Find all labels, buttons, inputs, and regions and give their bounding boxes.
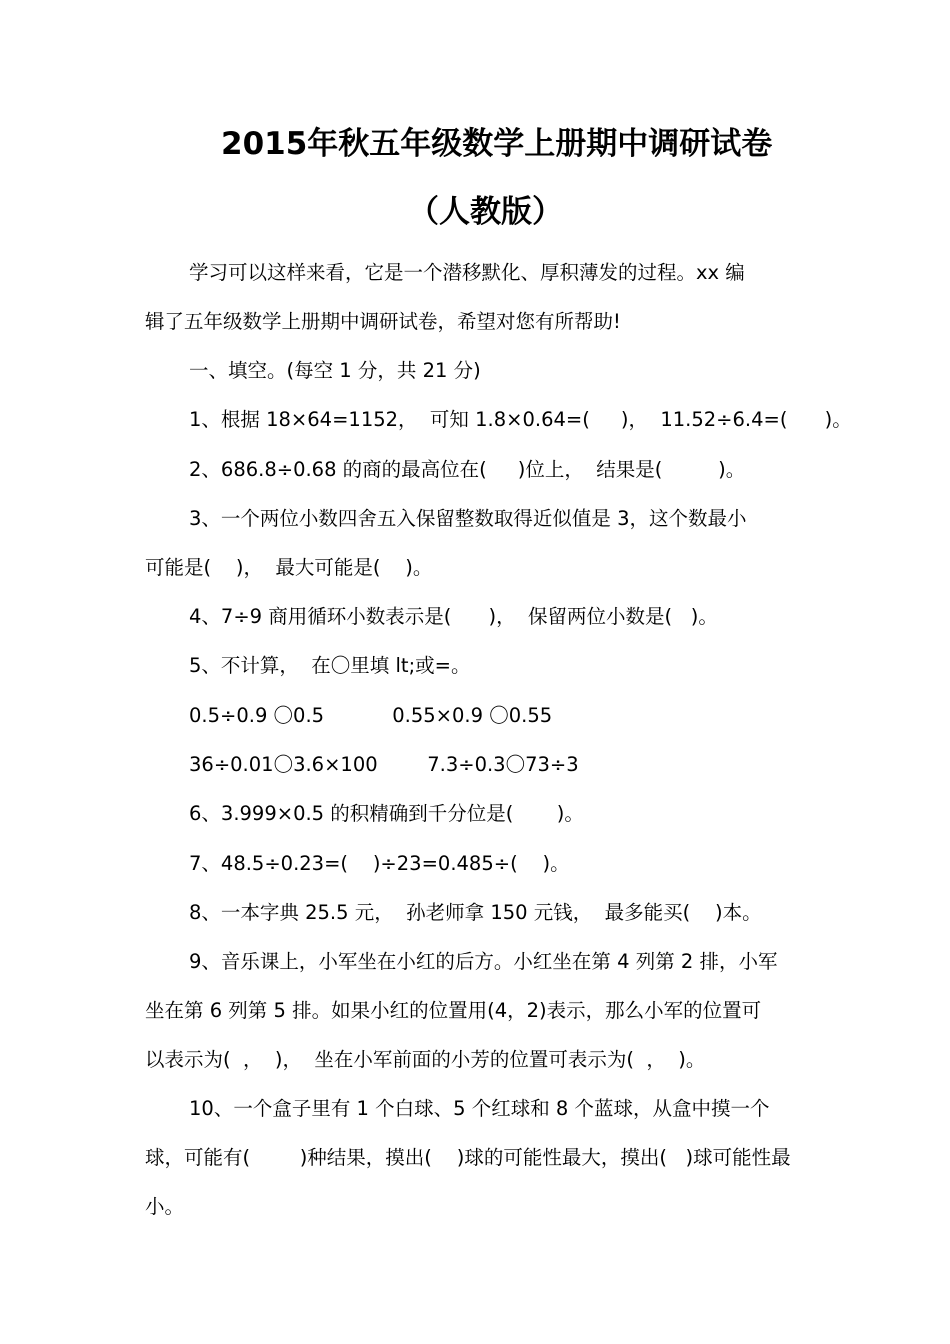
question-5: 5、不计算， 在〇里填 lt;或=。 — [189, 654, 471, 677]
question-6: 6、3.999×0.5 的积精确到千分位是( )。 — [189, 802, 584, 825]
intro-text-line-2: 辑了五年级数学上册期中调研试卷，希望对您有所帮助! — [145, 310, 621, 333]
question-1: 1、根据 18×64=1152， 可知 1.8×0.64=( )， 11.52÷6.4=( )。 — [189, 408, 852, 431]
question-5-row-1: 0.5÷0.9 〇0.5 0.55×0.9 〇0.55 — [189, 704, 553, 727]
question-9-line-1: 9、音乐课上，小军坐在小红的后方。小红坐在第 4 列第 2 排，小军 — [189, 950, 778, 973]
question-10-line-3: 小。 — [145, 1195, 185, 1218]
question-4: 4、7÷9 商用循环小数表示是( )， 保留两位小数是( )。 — [189, 605, 718, 628]
intro-text-line-1: 学习可以这样来看，它是一个潜移默化、厚积薄发的过程。xx 编 — [189, 261, 745, 284]
question-3-line-1: 3、一个两位小数四舍五入保留整数取得近似值是 3，这个数最小 — [189, 507, 747, 530]
document-subtitle: （人教版） — [408, 194, 563, 230]
question-10-line-2: 球，可能有( )种结果，摸出( )球的可能性最大，摸出( )球可能性最 — [145, 1146, 791, 1169]
question-8: 8、一本字典 25.5 元， 孙老师拿 150 元钱， 最多能买( )本。 — [189, 901, 762, 924]
question-10-line-1: 10、一个盒子里有 1 个白球、5 个红球和 8 个蓝球，从盒中摸一个 — [189, 1097, 770, 1120]
question-7: 7、48.5÷0.23=( )÷23=0.485÷( )。 — [189, 852, 570, 875]
question-9-line-3: 以表示为( ， )， 坐在小军前面的小芳的位置可表示为( ， )。 — [145, 1048, 706, 1071]
question-2: 2、686.8÷0.68 的商的最高位在( )位上， 结果是( )。 — [189, 458, 746, 481]
question-5-row-2: 36÷0.01〇3.6×100 7.3÷0.3〇73÷3 — [189, 753, 579, 776]
document-title: 2015年秋五年级数学上册期中调研试卷 — [221, 126, 773, 162]
question-3-line-2: 可能是( )， 最大可能是( )。 — [145, 556, 433, 579]
question-9-line-2: 坐在第 6 列第 5 排。如果小红的位置用(4，2)表示，那么小军的位置可 — [145, 999, 762, 1022]
section-heading: 一、填空。(每空 1 分，共 21 分) — [189, 359, 481, 382]
